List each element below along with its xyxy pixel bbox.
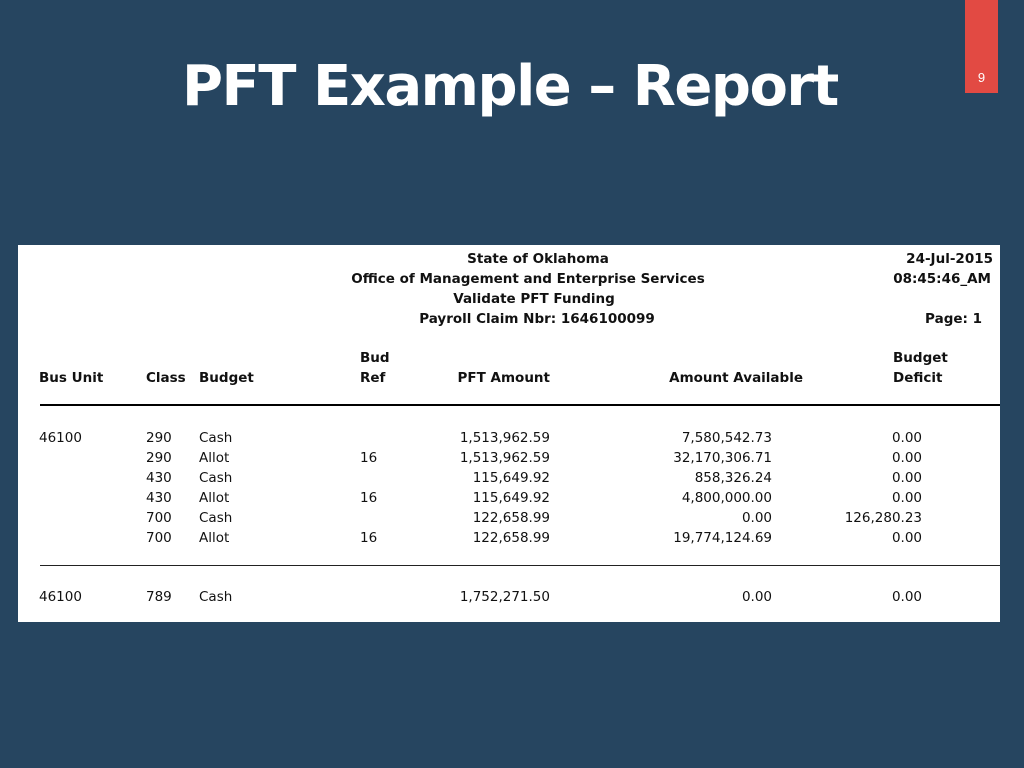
row-deficit: 0.00 [891, 450, 922, 466]
report-claim-number: Payroll Claim Nbr: 1646100099 [419, 311, 655, 327]
group1-bus-unit: 46100 [39, 430, 82, 446]
row-class: 789 [146, 589, 172, 605]
row-budget: Allot [199, 450, 230, 466]
row-pft-amount: 1,513,962.59 [459, 430, 550, 446]
row-amount-available: 858,326.24 [694, 470, 772, 486]
row-bud-ref: 16 [360, 450, 378, 466]
row-amount-available: 19,774,124.69 [673, 530, 772, 546]
report-date: 24-Jul-2015 [906, 251, 993, 267]
row-budget: Allot [199, 530, 230, 546]
col-header-bus-unit: Bus Unit [39, 370, 104, 386]
row-pft-amount: 1,513,962.59 [459, 450, 550, 466]
row-amount-available: 32,170,306.71 [673, 450, 772, 466]
report-page: Page: 1 [925, 311, 982, 327]
row-pft-amount: 115,649.92 [472, 470, 550, 486]
row-pft-amount: 1,752,271.50 [459, 589, 550, 605]
page-number-tab [965, 0, 998, 93]
report-image [18, 245, 1000, 622]
row-bud-ref: 16 [360, 530, 378, 546]
row-bud-ref: 16 [360, 490, 378, 506]
col-header-budget: Budget [199, 370, 254, 386]
row-class: 290 [146, 430, 172, 446]
col-header-pft-amount: PFT Amount [457, 370, 550, 386]
header-rule [40, 404, 1000, 406]
row-class: 430 [146, 490, 172, 506]
row-budget: Cash [199, 510, 233, 526]
row-deficit: 0.00 [891, 589, 922, 605]
row-budget: Cash [199, 430, 233, 446]
report-title: Validate PFT Funding [453, 291, 615, 307]
row-amount-available: 4,800,000.00 [681, 490, 772, 506]
col-header-amount-available: Amount Available [669, 370, 803, 386]
col-header-bud-ref-line1: Bud [360, 350, 390, 366]
col-header-class: Class [146, 370, 186, 386]
row-class: 700 [146, 530, 172, 546]
report-org: State of Oklahoma [467, 251, 609, 267]
row-amount-available: 0.00 [741, 510, 772, 526]
col-header-deficit-line1: Budget [893, 350, 948, 366]
col-header-deficit-line2: Deficit [893, 370, 943, 386]
page-number: 9 [977, 70, 986, 85]
row-deficit: 126,280.23 [844, 510, 922, 526]
row-budget: Allot [199, 490, 230, 506]
row-budget: Cash [199, 589, 233, 605]
row-class: 290 [146, 450, 172, 466]
row-deficit: 0.00 [891, 490, 922, 506]
report-office: Office of Management and Enterprise Services [351, 271, 705, 287]
row-deficit: 0.00 [891, 530, 922, 546]
group-rule [40, 565, 1000, 566]
row-pft-amount: 122,658.99 [472, 510, 550, 526]
row-class: 700 [146, 510, 172, 526]
row-class: 430 [146, 470, 172, 486]
row-amount-available: 7,580,542.73 [681, 430, 772, 446]
col-header-bud-ref-line2: Ref [360, 370, 386, 386]
row-budget: Cash [199, 470, 233, 486]
group2-bus-unit: 46100 [39, 589, 82, 605]
slide-title: PFT Example – Report [182, 54, 838, 119]
row-pft-amount: 115,649.92 [472, 490, 550, 506]
report-time: 08:45:46_AM [893, 271, 991, 287]
row-deficit: 0.00 [891, 430, 922, 446]
row-deficit: 0.00 [891, 470, 922, 486]
row-amount-available: 0.00 [741, 589, 772, 605]
row-pft-amount: 122,658.99 [472, 530, 550, 546]
